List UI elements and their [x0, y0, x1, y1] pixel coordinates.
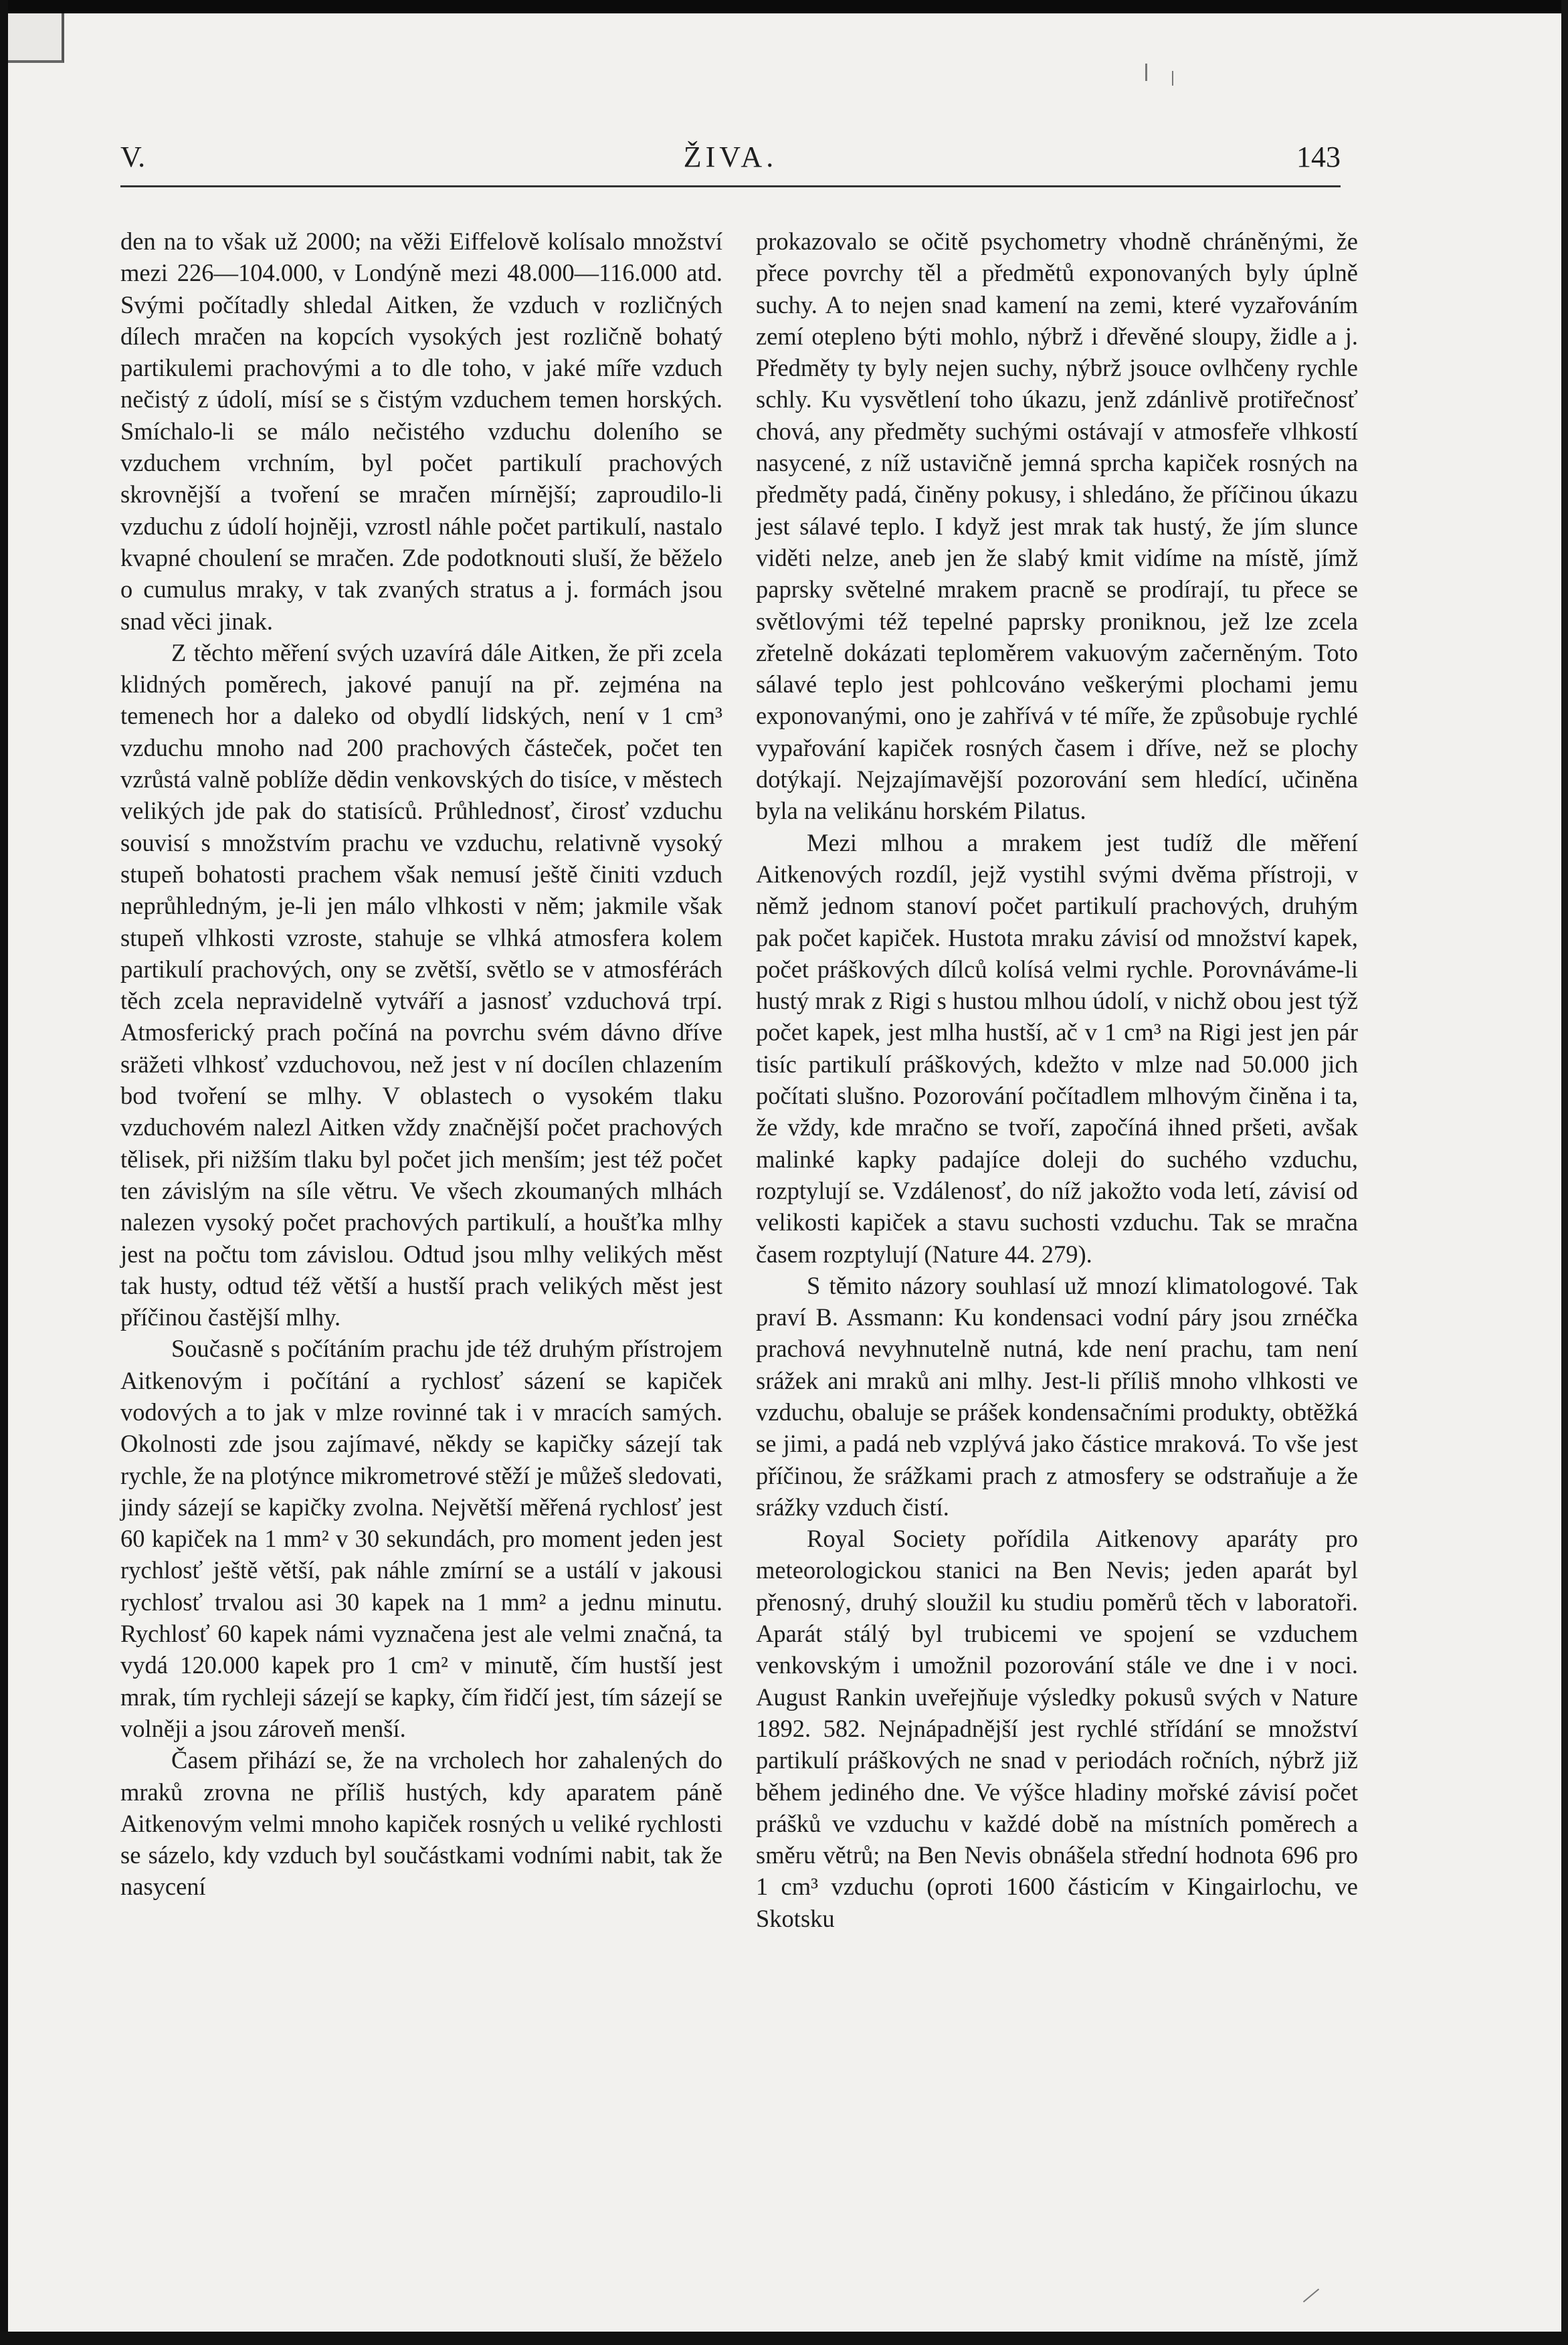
paragraph: den na to však už 2000; na věži Eiffelově kolísalo množství mezi 226—104.000, v Londýně mezi 48.000—116.000 atd. Svými počítadly shledal Aitken, že vzduch v rozličných dílech mračen na kopcích vysokých jest rozličně bohatý partikulemi prachovými a to dle toho, v jaké míře vzduch nečistý z údolí, mísí se s čistým vzduchem temen horských. Smíchalo-li se málo nečistého vzduchu doleního se vzduchem vrchním, byl počet partikulí prachových skrovnější a tvoření se mračen mírnější; zaproudilo-li vzduchu z údolí hojněji, vzrostl náhle počet partikulí, nastalo kvapné choulení se mračen. Zde podotknouti sluší, že běželo o cumulus mraky, v tak zvaných stratus a j. formách jsou snad věci jinak.	[120, 227, 722, 635]
page-header	[120, 137, 1341, 177]
page-number: 143	[1296, 140, 1341, 173]
scan-speck	[1145, 64, 1147, 81]
header-rule	[120, 185, 1341, 187]
paragraph: Royal Society pořídila Aitkenovy aparáty pro meteorologickou stanici na Ben Nevis; jeden aparát byl přenosný, druhý sloužil ku studiu poměrů těch v laboratoři. Aparát stálý byl trubicemi ve spojení se vzduchem venkovským i umožnil pozorování stále ve dne i v noci. August Rankin uveřejňuje výsledky pokusů svých v Nature 1892. 582. Nejnápadnější jest rychlé střídání se množství partikulí práškových ne snad v periodách ročních, nýbrž již během jediného dne. Ve výšce hladiny mořské závisí počet prášků ve vzduchu v každé době na místních poměrech a směru větrů; na Ben Nevis obnášela střední hodnota 696 pro 1 cm³ vzduchu (oproti 1600 částicím v Kingairlochu, ve Skotsku	[756, 1525, 1358, 1932]
paragraph: S těmito názory souhlasí už mnozí klimatologové. Tak praví B. Assmann: Ku kondensaci vodní páry jsou zrnéčka prachová nevyhnutelně nutná, kde není prachu, tam není srážek ani mraků ani mlhy. Jest-li příliš mnoho vlhkosti ve vzduchu, obaluje se prášek kondensačními produkty, obtěžká se jimi, a padá neb vzplývá jako částice mraková. To vše jest příčinou, že srážkami prach z atmosfery se odstraňuje a že srážky vzduch čistí.	[756, 1271, 1358, 1521]
right-column	[756, 225, 1358, 1934]
paragraph: Z těchto měření svých uzavírá dále Aitken, že při zcela klidných poměrech, jakové panují na př. zejména na temenech hor a daleko od obydlí lidských, není v 1 cm³ vzduchu mnoho nad 200 prachových částeček, počet ten vzrůstá valně poblíže dědin venkovských do tisíce, v městech velikých jde pak do statisíců. Průhlednosť, čirosť vzduchu souvisí s množstvím prachu ve vzduchu, relativně vysoký stupeň bohatosti prachem však nemusí ještě činiti vzduch neprůhledným, je-li jen málo vlhkosti v něm; jakmile však stupeň vlhkosti vzroste, stahuje se vlhká atmosfera kolem partikulí prachových, ony se zvětší, světlo se v atmosférách těch zcela nepravidelně vytváří a jasnosť vzduchová trpí. Atmosferický prach počíná na povrchu svém dávno dříve sräžeti vlhkosť vzduchovou, než jest v ní docílen chlazením bod tvoření se mlhy. V oblastech o vysokém tlaku vzduchovém nalezl Aitken vždy značnější počet prachových tělisek, při nižším tlaku byl počet jich menším; jest též počet ten závislým na síle větru. Ve všech zkoumaných mlhách nalezen vysoký počet prachových partikulí, a houšťka mlhy jest na počtu tom závislou. Odtud jsou mlhy velikých měst tak husty, odtud též větší a hustší prach velikých měst jest příčinou častější mlhy.	[120, 638, 722, 1331]
paragraph: Mezi mlhou a mrakem jest tudíž dle měření Aitkenových rozdíl, jejž vystihl svými dvěma přístroji, v němž jednom stanoví počet partikulí prachových, druhým pak počet kapiček. Hustota mraku závisí od množství kapek, počet práškových dílců kolísá velmi rychle. Porovnáváme-li hustý mrak z Rigi s hustou mlhou údolí, v nichž obou jest týž počet kapek, jest mlha hustší, ač v 1 cm³ na Rigi jest jen pár tisíc partikulí práškových, kdežto v mlze nad 50.000 jich počítati slušno. Pozorování počítadlem mlhovým činěna i ta, že vždy, kde mračno se tvoří, započíná ihned pršeti, avšak malinké kapky padajíce doleji do suchého vzduchu, rozptylují se. Vzdálenosť, do níž jakožto voda letí, závisí od velikosti kapiček a stavu suchosti vzduchu. Tak se mračna časem rozptylují (Nature 44. 279).	[756, 828, 1358, 1268]
scan-border-left	[0, 0, 8, 2345]
paragraph: prokazovalo se očitě psychometry vhodně chráněnými, že přece povrchy těl a předmětů exponovaných byly úplně suchy. A to nejen snad kamení na zemi, které vyzařováním zemí otepleno býti mohlo, nýbrž i dřevěné sloupy, židle a j. Předměty ty byly nejen suchy, nýbrž jsouce ovlhčeny rychle schly. Ku vysvětlení toho úkazu, jenž zdánlivě protiřečnosť chová, any předměty suchými ostávají v atmosfeře vlhkostí nasycené, z níž ustavičně jemná sprcha kapiček rosných na předměty padá, činěny pokusy, i shledáno, že příčinou úkazu jest sálavé teplo. I když jest mrak tak hustý, že jím slunce viděti nelze, aneb jen že slabý kmit vidíme na místě, jímž paprsky světelné mrakem pracně se prodírají, tu přece se světlovými též tepelné paprsky proniknou, jež lze zcela zřetelně dokázati teploměrem vakuovým začerněným. Toto sálavé teplo jest pohlcováno veškerými plochami jemu exponovanými, ono je zahřívá v té míře, že způsobuje rychlé vypařování kapiček rosných časem i dříve, než se plochy dotýkají. Nejzajímavější pozorování sem hledící, učiněna byla na velikánu horském Pilatus.	[756, 227, 1358, 825]
journal-title: ŽIVA.	[683, 140, 778, 173]
paragraph: Současně s počítáním prachu jde též druhým přístrojem Aitkenovým i počítání a rychlosť sázení se kapiček vodových a to jak v mlze rovinné tak i v mracích samých. Okolnosti zde jsou zajímavé, někdy se kapičky sázejí tak rychle, že na plotýnce mikrometrové stěží je můžeš sledovati, jindy sázejí se kapičky zvolna. Největší měřená rychlosť jest 60 kapiček na 1 mm² v 30 sekundách, pro moment jeden jest rychlosť ještě větší, pak náhle zmírní se a ustálí v jakousi rychlosť trvalou asi 30 kapek na 1 mm² a jednu minutu. Rychlosť 60 kapek námi vyznačena jest ale velmi značná, ta vydá 120.000 kapek pro 1 cm² v minutě, čím hustší jest mrak, tím rychleji sázejí se kapky, čím řidčí jest, tím sázejí se volněji a jsou zároveň menší.	[120, 1335, 723, 1742]
scan-border-right	[1561, 0, 1568, 2345]
paragraph: Časem přihází se, že na vrcholech hor zahalených do mraků zrovna ne příliš hustých, kdy aparatem páně Aitkenovým velmi mnoho kapiček rosných u veliké rychlosti se sázelo, kdy vzduch byl součástkami vodními nabit, tak že nasycení	[120, 1746, 722, 1901]
scan-border-bottom	[0, 2332, 1568, 2345]
scan-speck	[1303, 2289, 1319, 2303]
volume-number: V.	[120, 140, 146, 173]
scan-speck	[1172, 71, 1173, 86]
left-column	[120, 225, 722, 1903]
scan-border-top	[0, 0, 1568, 13]
scan-corner-mark	[8, 13, 64, 63]
